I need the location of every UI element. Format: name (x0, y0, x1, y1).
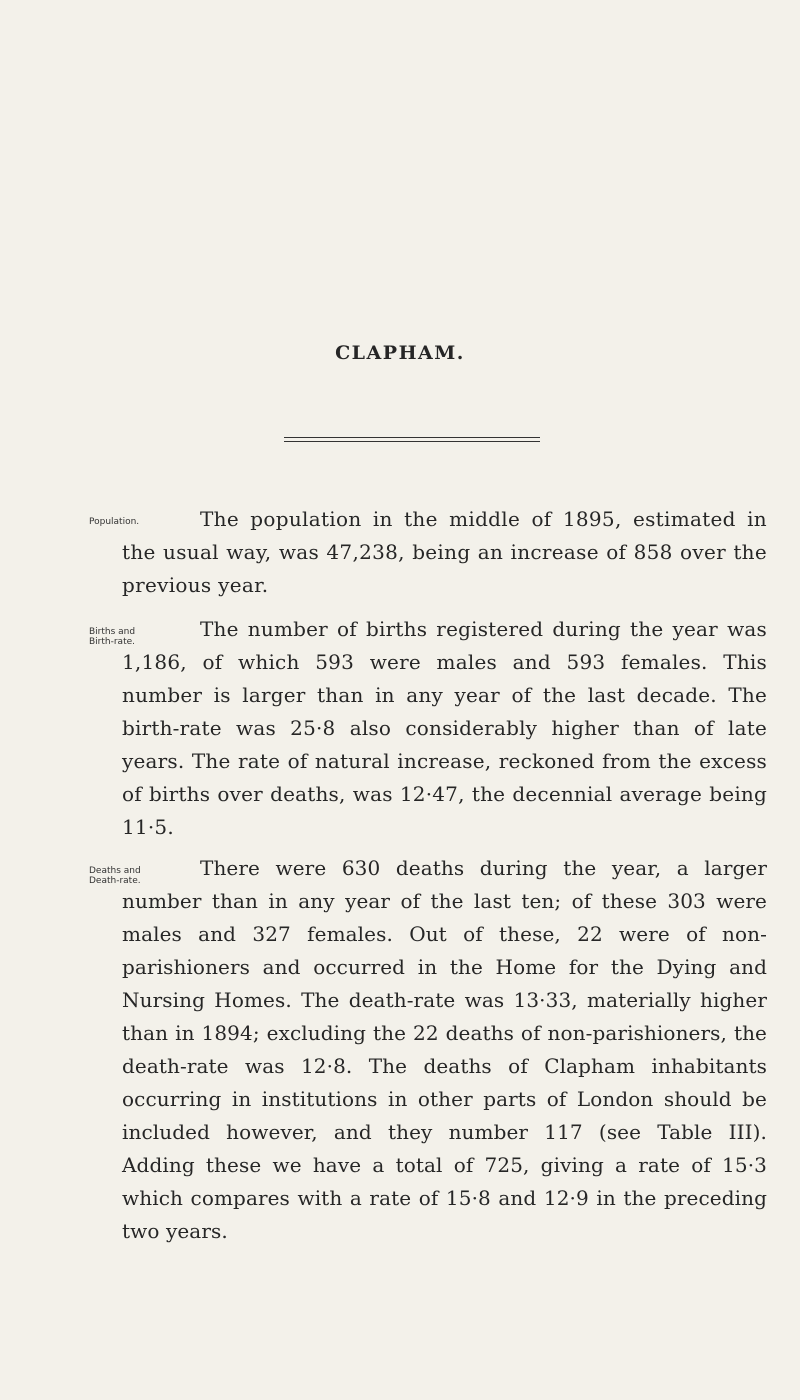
side-note-line: Death-rate. (89, 876, 141, 886)
population-section (89, 503, 767, 602)
side-note-line: Births and (89, 627, 136, 637)
side-note-line: Population. (89, 517, 140, 527)
page-title: CLAPHAM. (335, 342, 465, 364)
side-note-population (89, 517, 169, 527)
deaths-section (89, 852, 767, 1248)
title-divider-bottom (284, 441, 540, 442)
births-section (89, 613, 767, 844)
births-paragraph: The number of births registered during the year was 1,186, of which 593 were males and 593 females. This number is larger than in any year of the last decade. The birth-rate was 25·8 also considerably higher than of late years. The rate of natural increase, reckoned from the excess of births over deaths, was 12·47, the decennial average being 11·5. (122, 617, 767, 839)
side-note-deaths (89, 866, 169, 886)
population-paragraph: The population in the middle of 1895, estimated in the usual way, was 47,238, being an increase of 858 over the previous year. (122, 507, 767, 597)
side-note-births (89, 627, 169, 647)
title-divider-top (284, 437, 540, 438)
deaths-paragraph: There were 630 deaths during the year, a larger number than in any year of the last ten; of these 303 were males and 327 females. Out of these, 22 were of non-parishioners and occurred in the Home for the Dying and Nursing Homes. The death-rate was 13·33, materially higher than in 1894; excluding the 22 deaths of non-parishioners, the death-rate was 12·8. The deaths of Clapham inhabitants occurring in institutions in other parts of London should be included however, and they number 117 (see Table III). Adding these we have a total of 725, giving a rate of 15·3 which compares with a rate of 15·8 and 12·9 in the preceding two years. (122, 856, 767, 1243)
side-note-line: Deaths and (89, 866, 141, 876)
side-note-line: Birth-rate. (89, 637, 135, 647)
